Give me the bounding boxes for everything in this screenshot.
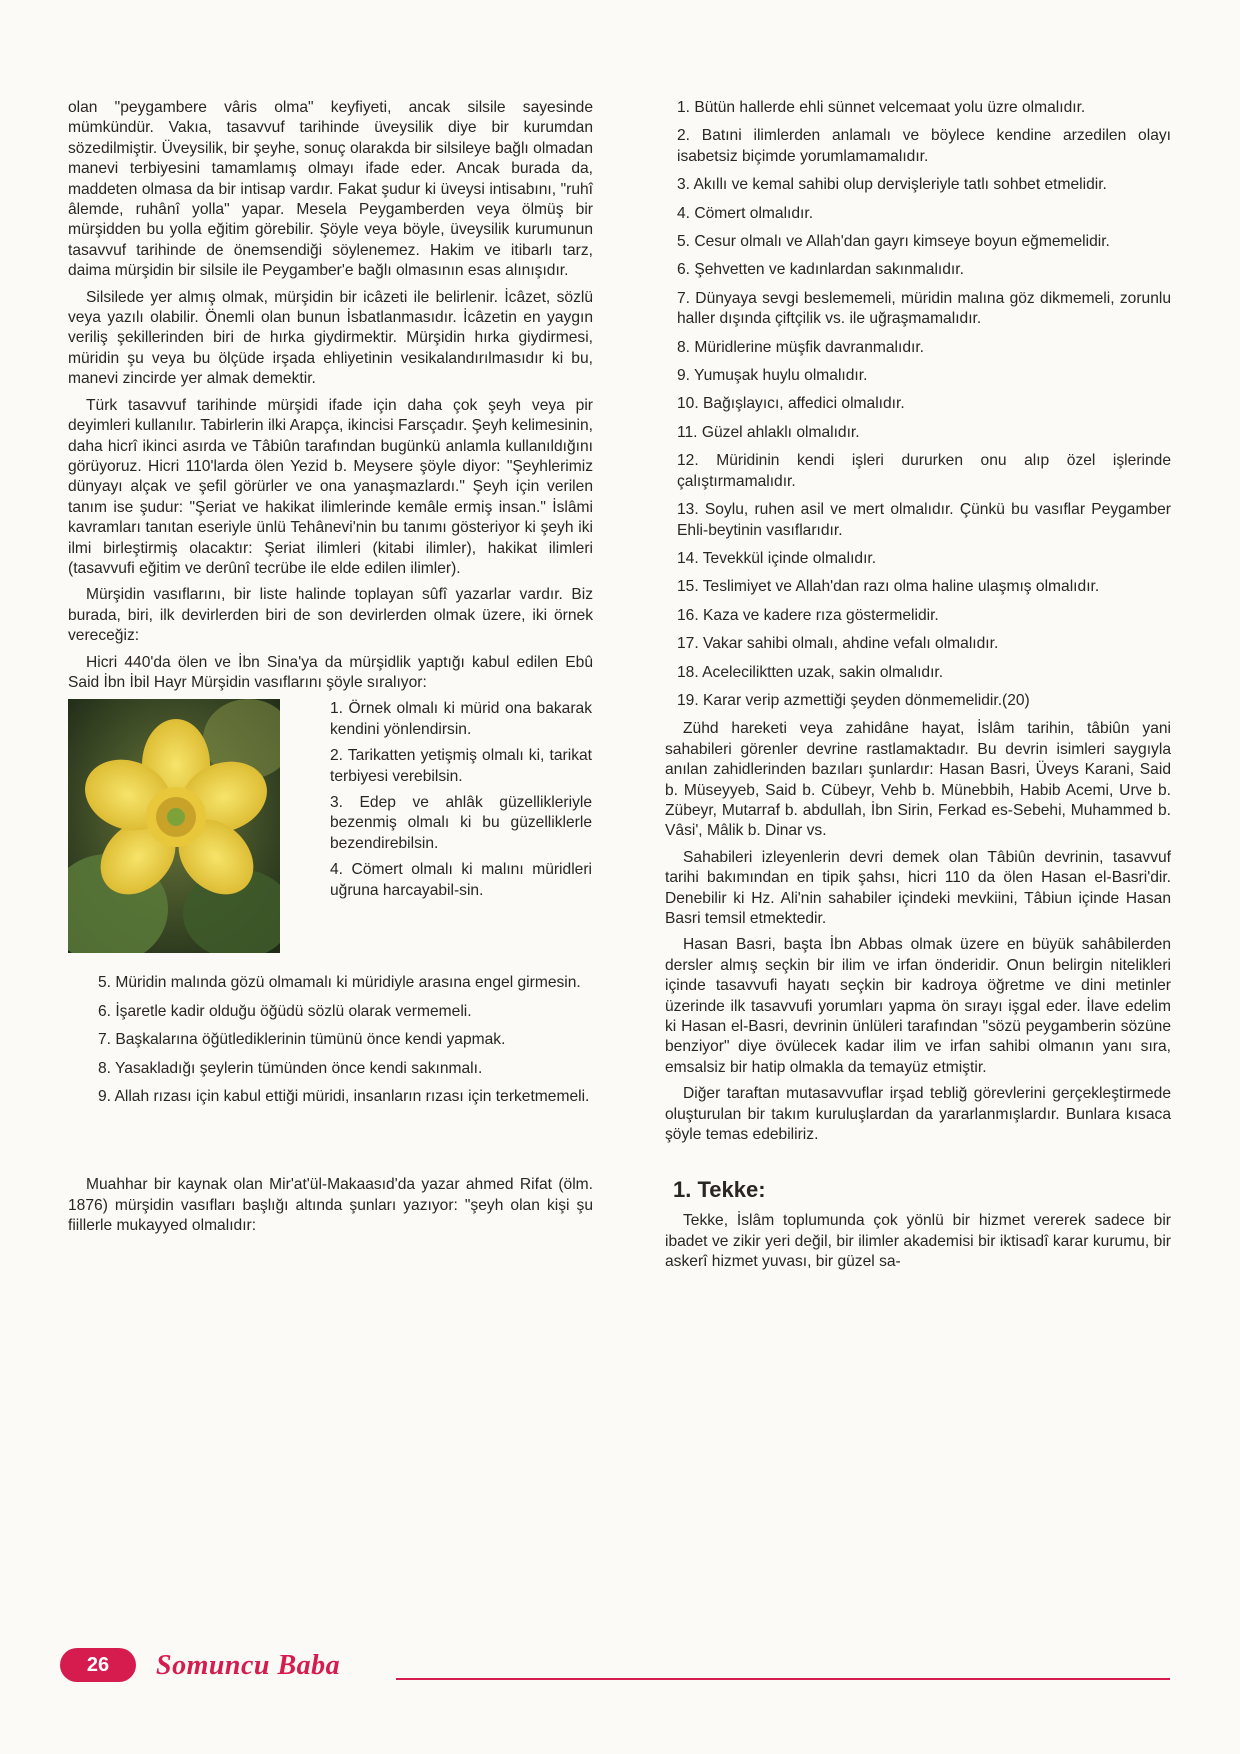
numbered-list [665, 98, 1171, 711]
intro-paragraph-3: Türk tasavvuf tarihinde mürşidi ifade için daha çok şeyh veya pir deyimleri kullanılır. Tabirlerin ilki Arapça, ikincisi Farsçadır. Şeyh kelimesinin, daha hicrî ikinci asırda ve Tâbiûn tarafından bugünkü anlamla kullanıldığını görüyoruz. Hicri 110'larda ölen Yezid b. Meysere şöyle diyor: "Şeyhlerimiz dünyayı alçak ve şefil görürler ve ona yanaşmazlardı." Şeyh için verilen tanım ise şudur: "Şeriat ve hakikat ilimlerinde kemâle ermiş insan." İslâmi kavramları tanıtan eseriyle ünlü Tehânevi'nin bu tanımı gösteriyor ki şeyh iki ilmi birleştirmiş olacaktır: Şeriat ilimleri (kitabi ilimler), hakikat ilimleri (tasavvufi eğitim ve derûnî tecrübe ile elde edilen ilimler). [68, 396, 593, 577]
list-item: 14. Tevekkül içinde olmalıdır. [677, 549, 877, 567]
list-item: 17. Vakar sahibi olmalı, ahdine vefalı olmalıdır. [677, 635, 999, 653]
intro-paragraph-5: Hicri 440'da ölen ve İbn Sina'ya da mürşidlik yaptığı kabul edilen Ebû Said İbn İbil Hayr Mürşidin vasıflarını şöyle sıralıyor: [68, 653, 593, 691]
list-item: 3. Akıllı ve kemal sahibi olup dervişleriyle tatlı sohbet etmelidir. [677, 176, 1107, 194]
list-item: 13. Soylu, ruhen asil ve mert olmalıdır. Çünkü bu vasıflar Peygamber Ehli-beytinin vasıflarıdır. [677, 501, 1171, 539]
list-item: 19. Karar verip azmettiği şeyden dönmemelidir.(20) [677, 691, 1030, 709]
list-item: 11. Güzel ahlaklı olmalıdır. [677, 423, 860, 441]
list-item: 4. Cömert olmalıdır. [677, 204, 814, 222]
page-footer [60, 1648, 1170, 1688]
right-column [665, 98, 1171, 1279]
list-item: 7. Başkalarına öğütlediklerinin tümünü önce kendi yapmak. [98, 1031, 506, 1049]
intro-paragraph-1: olan "peygambere vâris olma" keyfiyeti, ancak silsile sayesinde mümkündür. Vakıa, tasavvuf tarihinde üveysilik diye bir kurumdan sözedilmiştir. Üveysilik, bir şeyhe, sonuç olarakda bir silsileye bağlı olmadan manevi terbiyesini tamamlamış olmayı ifade eder. Ancak burada da, maddeten olmasa da bir intisap vardır. Fakat şudur ki üveysi intisabını, "ruhî âlemde, ruhânî yolla" yapar. Mesela Peygamberden veya ölmüş bir mürşidden bu yolla eğitim görebilir. Şöyle veya böyle, üveysilik kurumunun tasavvuf tarihinde de önemsendiği söylenemez. Hakim ve itibarlı tarz, daima mürşidin bir silsile ile Peygamber'e bağlı olmasının esas alınışıdır. [68, 99, 593, 280]
body-paragraph: Diğer taraftan mutasavvuflar irşad tebliğ görevlerini gerçekleştirmede oluşturulan bir takım kuruluşlardan da yararlanmışlardır. Bunlara kısaca şöyle temas edebiliriz. [665, 1085, 1171, 1144]
list-item: 10. Bağışlayıcı, affedici olmalıdır. [677, 395, 905, 413]
list-item: 9. Allah rızası için kabul ettiği müridi, insanların rızası için terketmemeli. [98, 1088, 590, 1105]
list-item: 1. Örnek olmalı ki mürid ona bakarak kendini yönlendirsin. [330, 700, 592, 738]
section-heading: 1. Tekke: [673, 1177, 766, 1203]
list-item: 5. Müridin malında gözü olmamalı ki müridiyle arasına engel girmesin. [98, 974, 581, 992]
list-item: 16. Kaza ve kadere rıza göstermelidir. [677, 606, 939, 624]
tekke-paragraph: Tekke, İslâm toplumunda çok yönlü bir hizmet vererek sadece bir ibadet ve zikir yeri değil, bir ilimler akademisi bir iktisadî karar kurumu, bir askerî hizmet yuvası, bir güzel sa- [665, 1212, 1171, 1271]
list-item: 15. Teslimiyet ve Allah'dan razı olma haline ulaşmış olmalıdır. [677, 578, 1100, 596]
list-item: 9. Yumuşak huylu olmalıdır. [677, 367, 868, 385]
continued-list [68, 973, 593, 1107]
list-item: 6. İşaretle kadir olduğu öğüdü sözlü olarak vermemeli. [98, 1002, 472, 1020]
closing-paragraph: Muahhar bir kaynak olan Mir'at'ül-Makaasıd'da yazar ahmed Rifat (ölm. 1876) mürşidin vasıfları başlığı altında şunları yazıyor: "şeyh olan kişi şu fiillerle mukayyed olmalıdır: [68, 1176, 593, 1235]
body-paragraph: Hasan Basri, başta İbn Abbas olmak üzere en büyük sahâbilerden dersler almış seçkin bir ilim ve irfan önderidir. Onun belirgin nitelikleri içinde tasavvufi hayatı seçkin bir kadroya öğretme ve dini metinler üzerinde ilk tasavvufi yorumları yapma ön sırayı işgal eder. İlave edelim ki Hasan el-Basri, devrinin ünlüleri tarafından "sözü peygamberin sözüne benziyor" diye övülecek kadar ilim ve irfan sahibi olmanın yanı sıra, emsalsiz bir hatip olmakla da temayüz etmiştir. [665, 936, 1171, 1076]
cactus-flower-photo [68, 699, 280, 953]
list-item: 5. Cesur olmalı ve Allah'dan gayrı kimseye boyun eğmemelidir. [677, 233, 1110, 251]
intro-paragraph-4: Mürşidin vasıflarını, bir liste halinde toplayan sûfî yazarlar vardır. Biz burada, biri, ilk devirlerden biri de son devirlerden olmak üzere, iki örnek vereceğiz: [68, 586, 593, 645]
figure-block [68, 699, 593, 969]
list-item: 1. Bütün hallerde ehli sünnet velcemaat yolu üzre olmalıdır. [677, 99, 1086, 116]
list-item: 18. Aceleciliktten uzak, sakin olmalıdır. [677, 663, 944, 681]
list-item: 6. Şehvetten ve kadınlardan sakınmalıdır. [677, 261, 964, 279]
figure-side-list [330, 699, 592, 907]
list-item: 3. Edep ve ahlâk güzellikleriyle bezenmiş olmalı ki bu güzelliklerle bezendirebilsin. [330, 794, 592, 852]
list-item: 2. Tarikatten yetişmiş olmalı ki, tarikat terbiyesi verebilsin. [330, 747, 592, 785]
intro-paragraph-2: Silsilede yer almış olmak, mürşidin bir icâzeti ile belirlenir. İcâzet, sözlü veya yazılı olabilir. Önemli olan bunun İsbatlanmasıdır. İcâzetin en yaygın veriliş şekillerinden biri de hırka giydirmektir. Mürşidin hırka giydirmesi, müridin şu veya bu ölçüde irşada ehliyetinin vesikalandırılmasıdır ki bu, manevi zincirde yer almak demektir. [68, 288, 593, 388]
list-item: 12. Müridinin kendi işleri dururken onu alıp özel işlerinde çalıştırmamalıdır. [677, 452, 1171, 490]
body-paragraph: Zühd hareketi veya zahidâne hayat, İslâm tarihin, tâbiûn yani sahabileri görenler devrine rastlamaktadır. Bu devrin isimleri saygıyla anılan zahidlerinden bazıları şunlardır: Hasan Basri, Üveys Karani, Said b. Müseyyeb, Said b. Cübeyr, Vehb b. Münebbih, Habib Acemi, Urve b. Zübeyr, Mutarraf b. abdullah, İbn Sirin, Ferkad es-Sebehi, Muhammed b. Vâsi', Mâlik b. Dinar vs. [665, 720, 1171, 840]
list-item: 4. Cömert olmalı ki malını müridleri uğruna harcayabil-sin. [330, 861, 592, 899]
page-number-badge: 26 [60, 1648, 136, 1682]
list-item: 2. Batıni ilimlerden anlamalı ve böylece kendine arzedilen olayı isabetsiz biçimde yorumlamamalıdır. [677, 127, 1171, 165]
list-item: 8. Yasakladığı şeylerin tümünden önce kendi sakınmalı. [98, 1059, 483, 1077]
magazine-logo: Somuncu Baba [156, 1650, 341, 1681]
body-paragraph: Sahabileri izleyenlerin devri demek olan Tâbiûn devrinin, tasavvuf tarihi bakımından en tipik şahsı, hicri 110 da ölen Hasan el-Basri'dir. Denebilir ki Hz. Ali'nin sahabiler içindeki mevkiini, Tâbiun içinde Hasan Basri temsil etmektedir. [665, 848, 1171, 927]
list-item: 7. Dünyaya sevgi beslememeli, müridin malına göz dikmemeli, zorunlu haller dışında çiftçilik vs. ile uğraşmamalıdır. [677, 289, 1171, 328]
list-item: 8. Müridlerine müşfik davranmalıdır. [677, 338, 924, 356]
left-column [68, 98, 593, 1243]
footer-rule [396, 1678, 1170, 1680]
